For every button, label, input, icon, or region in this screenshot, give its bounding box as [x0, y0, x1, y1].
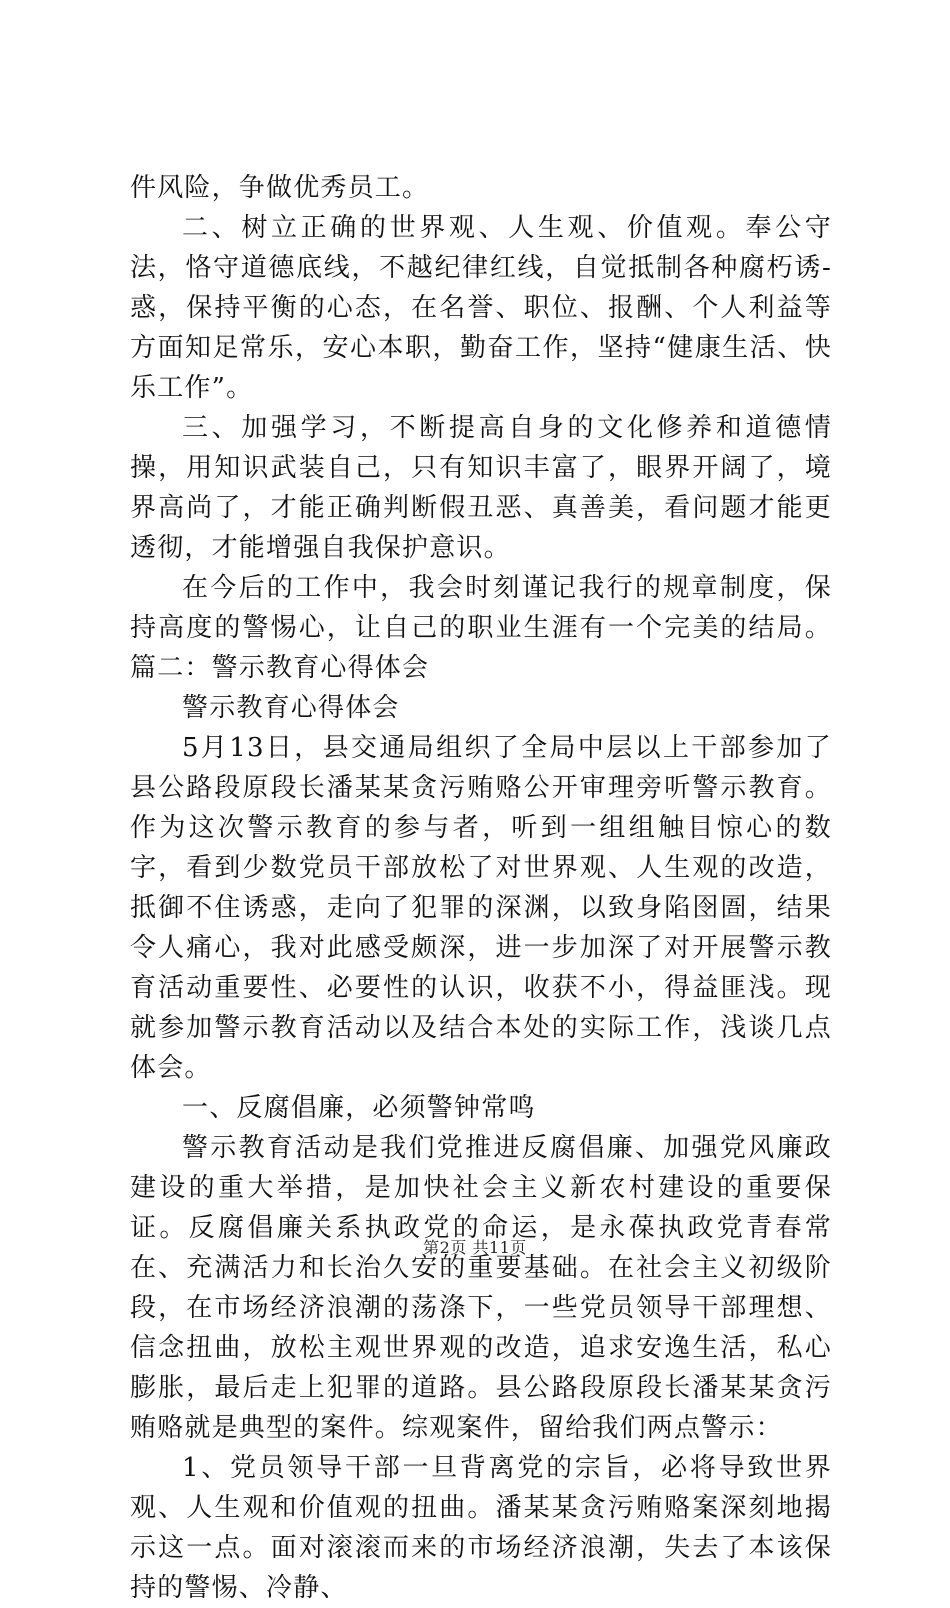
paragraph-4: 在今后的工作中，我会时刻谨记我行的规章制度，保持高度的警惕心，让自己的职业生涯有一个完美的结局。篇二：警示教育心得体会 [130, 573, 832, 683]
paragraph-3: 三、加强学习，不断提高自身的文化修养和道德情操，用知识武装自己，只有知识丰富了，眼界开阔了，境界高尚了，才能正确判断假丑恶、真善美，看问题才能更透彻，才能增强自我保护意识。 [130, 413, 832, 563]
paragraph-5: 5月13日，县交通局组织了全局中层以上干部参加了县公路段原段长潘某某贪污贿赂公开审理旁听警示教育。作为这次警示教育的参与者，听到一组组触目惊心的数字，看到少数党员干部放松了对世界观、人生观的改造，抵御不住诱惑，走向了犯罪的深渊，以致身陷囹圄，结果令人痛心，我对此感受颇深，进一步加深了对开展警示教育活动重要性、必要性的认识，收获不小，得益匪浅。现就参加警示教育活动以及结合本处的实际工作，浅谈几点体会。 [130, 733, 832, 1083]
paragraph-1: 件风险，争做优秀员工。 [130, 173, 430, 203]
paragraph-7: 1、党员领导干部一旦背离党的宗旨，必将导致世界观、人生观和价值观的扭曲。潘某某贪污贿赂案深刻地揭示这一点。面对滚滚而来的市场经济浪潮，失去了本该保持的警惕、冷静、 [130, 1453, 832, 1603]
document-body [130, 168, 832, 1608]
section-title: 警示教育心得体会 [182, 693, 400, 723]
page-footer: 第2页 共11页 [423, 1238, 527, 1257]
paragraph-2: 二、树立正确的世界观、人生观、价值观。奉公守法，恪守道德底线，不越纪律红线，自觉抵制各种腐朽诱-惑，保持平衡的心态，在名誉、职位、报酬、个人利益等方面知足常乐，安心本职，勤奋工作，坚持“健康生活、快乐工作”。 [130, 213, 832, 403]
paragraph-6: 警示教育活动是我们党推进反腐倡廉、加强党风廉政建设的重大举措，是加快社会主义新农村建设的重要保证。反腐倡廉关系执政党的命运，是永葆执政党青春常在、充满活力和长治久安的重要基础。在社会主义初级阶段，在市场经济浪潮的荡涤下，一些党员领导干部理想、信念扭曲，放松主观世界观的改造，追求安逸生活，私心膨胀，最后走上犯罪的道路。县公路段原段长潘某某贪污贿赂就是典型的案件。综观案件，留给我们两点警示： [130, 1133, 832, 1443]
heading-1: 一、反腐倡廉，必须警钟常鸣 [182, 1093, 536, 1123]
